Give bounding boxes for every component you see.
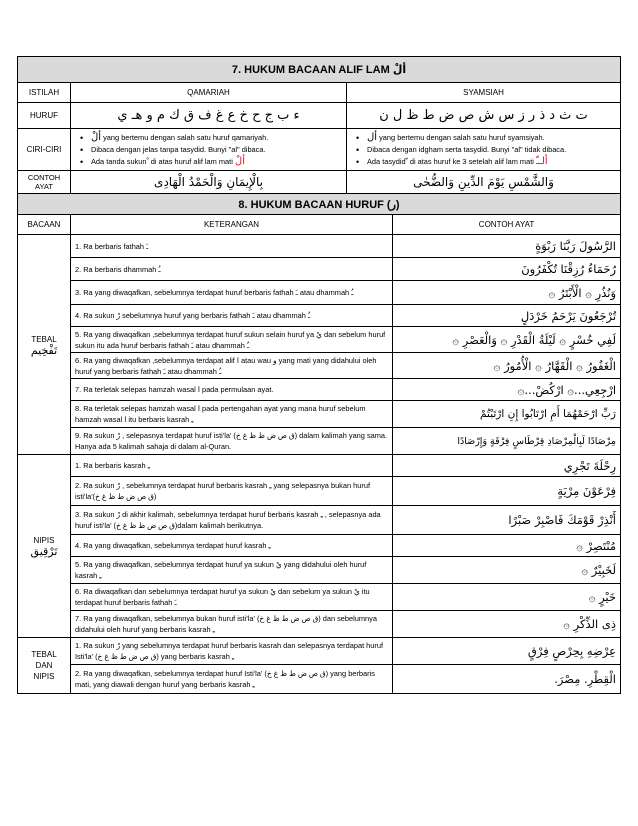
ciri-qamariah-item: • Ada tanda sukun ْ di atas huruf alif lam mati ألْ	[91, 156, 342, 168]
huruf-ra-table	[17, 193, 621, 694]
ciri-qamariah	[71, 129, 347, 171]
category-tebal	[18, 235, 71, 455]
header-contoh: CONTOH AYAT	[393, 215, 621, 235]
header-bacaan: BACAAN	[18, 215, 71, 235]
ciri-qamariah-item: • Dibaca dengan jelas tanpa tasydid. Bunyi "al" dibaca.	[91, 144, 342, 156]
nipis-rule: 6. Ra diwaqafkan dan sebelumnya terdapat huruf ya sukun يْ dan sebelum ya sukun يْ itu terdapat huruf berbaris fathah ـَ	[71, 584, 393, 611]
tebal-rule: 4. Ra sukun رْ sebelumnya huruf yang berbaris fathah ـَ atau dhammah ـُ	[71, 305, 393, 327]
huruf-qamariah: ء ب ج ح خ ع غ ف ق ك م و هـ ي	[71, 103, 347, 129]
header-qamariah: QAMARIAH	[71, 83, 347, 103]
alif-lam-title-arabic: ألْ	[392, 63, 407, 76]
contoh-qamariah: بِالْإِيمَانِ وَالْحَمْدُ الْهَادِى	[71, 171, 347, 194]
document-page	[17, 56, 620, 694]
category-tebal-dan-nipis: TEBAL DAN NIPIS	[18, 638, 71, 694]
category-nipis-label: NIPIS	[33, 536, 55, 545]
tebal-example: الرَّسُولَ رَبَّنَا رَبْوَةٍ	[393, 235, 621, 258]
tebal-rule: 9. Ra sukun رْ , selepasnya terdapat huruf isti'la' (ق ص ض ط ظ غ خ) dalam kalimah yang sama. Hanya ada 5 kalimah sahaja di dalam al-Quran.	[71, 428, 393, 455]
huruf-syamsiah: ت ث د ذ ر ز س ش ص ض ط ظ ل ن	[347, 103, 621, 129]
header-istilah: ISTILAH	[18, 83, 71, 103]
alif-lam-title-text: 7. HUKUM BACAAN ALIF LAM	[231, 64, 390, 76]
tebal-example: مِرْصَادًا لَبِالْمِرْصَادِ قِرْطَاسٍ فِرْقَةٍ وَإِرْصَادًا	[393, 428, 621, 455]
row-label-huruf: HURUF	[18, 103, 71, 129]
tebal-rule: 6. Ra yang diwaqafkan ,sebelumnya terdapat alif ا atau wau و yang mati yang didahului oleh huruf yang berbaris fathah ـَ atau dhammah ـُ	[71, 353, 393, 379]
tebal-nipis-example: الْقِطْرِ. مِصْرَ.	[393, 665, 621, 694]
nipis-rule: 7. Ra yang diwaqafkan, sebelumnya bukan huruf isti'la' (ق ص ض ط ظ غ خ) dan sebelumnya didahului oleh huruf yang berbaris kasrah ـِ	[71, 611, 393, 638]
category-tebal-arabic: تَفْخِيم	[30, 343, 58, 357]
tebal-rule: 1. Ra berbaris fathah ـَ	[71, 235, 393, 258]
tebal-example: لَفِي خُسْرٍ ۞ لَيْلَةُ الْقَدْرِ ۞ وَالْعَصْرِ ۞	[393, 327, 621, 353]
category-tebal-label: TEBAL	[31, 334, 57, 344]
nipis-rule: 4. Ra yang diwaqafkan, sebelumnya terdapat huruf kasrah ـِ	[71, 535, 393, 557]
tebal-example: الْغَفُورُ ۞ الْقَهَّارُ ۞ الْأُمُورُ ۞	[393, 353, 621, 379]
tebal-example: تُرْجَعُونَ يَرْحَمُ خَرْدَلٍ	[393, 305, 621, 327]
nipis-example: خَيْرٍ ۞	[393, 584, 621, 611]
tebal-example: رَبِّ ارْحَمْهُمَا أَمِ ارْتَابُوا إِنِ ارْتَبْتُمْ	[393, 401, 621, 428]
tebal-rule: 5. Ra yang diwaqafkan ,sebelumnya terdapat huruf sukun selain huruf ya يْ dan sebelum huruf sukun itu ada huruf berbaris fathah ـَ atau dhammah ـُ	[71, 327, 393, 353]
tebal-rule: 2. Ra berbaris dhammah ـُ	[71, 258, 393, 281]
category-nipis-arabic: تَرْقِيق	[30, 545, 58, 558]
nipis-rule: 5. Ra yang diwaqafkan, sebelumnya terdapat huruf ya sukun يْ yang didahului oleh huruf kasrah ـِ	[71, 557, 393, 584]
tebal-nipis-example: عِرْضِهِ بِحِرْصٍ فِرْقٍ	[393, 638, 621, 665]
tebal-nipis-rule: 1. Ra sukun رْ yang sebelumnya terdapat huruf berbaris kasrah dan selepasnya terdapat huruf Isti'la' (ق ص ض ط ظ غ خ) yang berbaris kasrah ـِ	[71, 638, 393, 665]
huruf-ra-title: 8. HUKUM BACAAN HURUF (ر)	[18, 194, 621, 215]
ciri-syamsiah-item: • Dibaca dengan idgham serta tasydid. Bunyi "al" tidak dibaca.	[367, 144, 616, 156]
row-label-ciri: CIRI-CIRI	[18, 129, 71, 171]
header-syamsiah: SYAMSIAH	[347, 83, 621, 103]
ciri-syamsiah-item: • أل yang bertemu dengan salah satu huruf syamsiyah.	[367, 132, 616, 144]
nipis-example: مُنْتَصِرْ ۞	[393, 535, 621, 557]
ciri-syamsiah	[347, 129, 621, 171]
tebal-rule: 7. Ra terletak selepas hamzah wasal ا pada permulaan ayat.	[71, 379, 393, 401]
tebal-nipis-rule: 2. Ra yang diwaqafkan, sebelumnya terdapat huruf Isti'la' (ق ص ض ط ظ غ خ) yang berbaris mati, yang diawali dengan huruf yang berbaris kasrah ـِ	[71, 665, 393, 694]
alif-lam-table	[17, 56, 621, 194]
nipis-example: لَخَبِيْرٌ ۞	[393, 557, 621, 584]
nipis-example: رِحْلَةَ تَجْرِي	[393, 455, 621, 477]
ciri-syamsiah-item: • Ada tasydid ّ di atas huruf ke 3 setelah alif lam mati ألــّ	[367, 156, 616, 168]
ciri-qamariah-item: • ألْ yang bertemu dengan salah satu huruf qamariyah.	[91, 132, 342, 144]
tebal-example: وَنُذُرِ ۞ الْأَبْتَرُ ۞	[393, 281, 621, 305]
tebal-rule: 3. Ra yang diwaqafkan, sebelumnya terdapat huruf berbaris fathah ـَ atau dhammah ـُ	[71, 281, 393, 305]
nipis-example: فِرْعَوْنَ مِرْيَةٍ	[393, 477, 621, 506]
tebal-rule: 8. Ra terletak selepas hamzah wasal ا pada pertengahan ayat yang mana huruf sebelum hamzah wasal ا itu berbaris kasrah ـِ	[71, 401, 393, 428]
nipis-example: أَنْذِرْ قَوْمَكَ فَاصْبِرْ صَبْرًا	[393, 506, 621, 535]
tebal-example: ارْجِعِي...۞ ارْكُضْ...۞	[393, 379, 621, 401]
tebal-example: رُحَمَاءُ رُزِقْنَا تُكْفَرُونَ	[393, 258, 621, 281]
category-nipis	[18, 455, 71, 638]
alif-lam-title	[18, 57, 621, 83]
nipis-rule: 3. Ra sukun رْ di akhir kalimah, sebelumnya terdapat huruf berbaris kasrah ـِ , selepasnya ada huruf isti'la' (ق ص ض ط ظ غ خ)dalam kalimah berikutnya.	[71, 506, 393, 535]
header-keterangan: KETERANGAN	[71, 215, 393, 235]
row-label-contoh: CONTOH AYAT	[18, 171, 71, 194]
contoh-syamsiah: وَالشَّمْسِ يَوْمَ الدِّينِ وَالضُّحٰى	[347, 171, 621, 194]
nipis-example: ذِى الذِّكْرِ ۞	[393, 611, 621, 638]
nipis-rule: 2. Ra sukun رْ , sebelumnya terdapat huruf berbaris kasrah ـِ yang selepasnya bukan huruf isti'la'(ق ص ض ط ظ غ خ)	[71, 477, 393, 506]
nipis-rule: 1. Ra berbaris kasrah ـِ	[71, 455, 393, 477]
